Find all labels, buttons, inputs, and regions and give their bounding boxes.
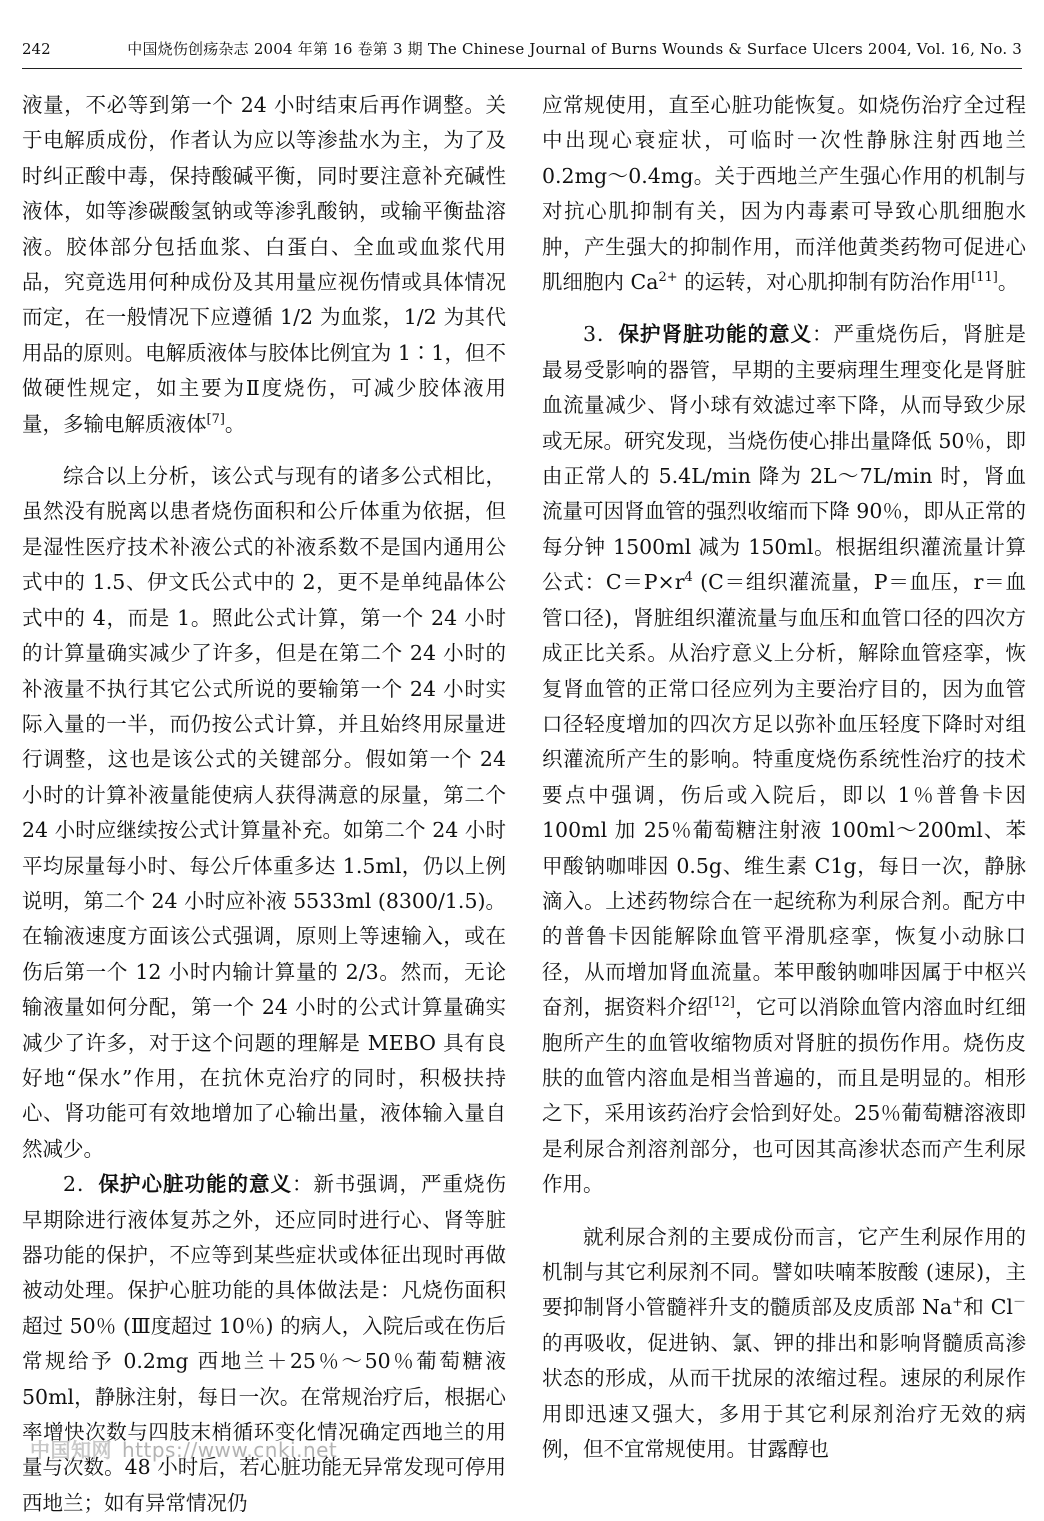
journal-citation: 中国烧伤创疡杂志 2004 年第 16 卷第 3 期 The Chinese Journal of Burns Wounds & Surface Ulcers 2004, Vol. 16, No. 3 bbox=[127, 40, 1022, 58]
section-heart: 2．保护心脏功能的意义：新书强调，严重烧伤早期除进行液体复苏之外，还应同时进行心、肾等脏器功能的保护，不应等到某些症状或体征出现时再做被动处理。保护心脏功能的具体做法是：凡烧伤面积超过 50％ (Ⅲ度超过 10％) 的病人，入院后或在伤后常规给予 0.2mg 西地兰＋25％～50％葡萄糖液 50ml，静脉注射，每日一次。在常规治疗后，根据心率增快次数与四肢末梢循环变化情况确定西地兰的用量与次数。48 小时后，若心脏功能无异常发现可停用西地兰；如有异常情况仍 bbox=[22, 1172, 507, 1515]
paragraph: 应常规使用，直至心脏功能恢复。如烧伤治疗全过程中出现心衰症状，可临时一次性静脉注射西地兰 0.2mg～0.4mg。关于西地兰产生强心作用的机制与对抗心肌抑制有关，因为内毒素可导致心肌细胞水肿，产生强大的抑制作用，而洋他黄类药物可促进心肌细胞内 $Ca^{2+}$ 的运转，对心肌抑制有防治作用[11]。 bbox=[542, 93, 1026, 295]
watermark-url: https://www.cnki.net bbox=[122, 1438, 338, 1462]
paragraph: 综合以上分析，该公式与现有的诸多公式相比，虽然没有脱离以患者烧伤面积和公斤体重为依据，但是湿性医疗技术补液公式的补液系数不是国内通用公式中的 1.5、伊文氏公式中的 2，更不是单纯晶体公式中的 4，而是 1。照此公式计算，第一个 24 小时的计算量确实减少了许多，但是在第二个 24 小时的补液量不执行其它公式所说的要输第一个 24 小时实际入量的一半，而仍按公式计算，并且始终用尿量进行调整，这也是该公式的关键部分。假如第一个 24 小时的计算补液量能使病人获得满意的尿量，第二个 24 小时应继续按公式计算量补充。如第二个 24 小时平均尿量每小时、每公斤体重多达 1.5ml，仍以上例说明，第二个 24 小时应补液 5533ml (8300/1.5)。在输液速度方面该公式强调，原则上等速输入，或在伤后第一个 12 小时内输计算量的 2/3。然而，无论输液量如何分配，第一个 24 小时的公式计算量确实减少了许多，对于这个问题的理解是 MEBO 具有良好地“保水”作用，在抗休克治疗的同时，积极扶持心、肾功能可有效地增加了心输出量，液体输入量自然减少。 bbox=[22, 464, 506, 1161]
citation-ref[interactable]: [12] bbox=[708, 995, 735, 1011]
citation-ref[interactable]: [11] bbox=[971, 270, 998, 286]
paragraph: 液量，不必等到第一个 24 小时结束后再作调整。关于电解质成份，作者认为应以等渗盐水为主，为了及时纠正酸中毒，保持酸碱平衡，同时要注意补充碱性液体，如等渗碳酸氢钠或等渗乳酸钠，或输平衡盐溶液。胶体部分包括血浆、白蛋白、全血或血浆代用品，究竟选用何种成份及其用量应视伤情或具体情况而定，在一般情况下应遵循 1/2 为血浆，1/2 为其代用品的原则。电解质液体与胶体比例宜为 1∶1，但不做硬性规定，如主要为Ⅱ度烧伤，可减少胶体液用量，多输电解质液体[7]。 bbox=[22, 93, 506, 436]
paragraph: 就利尿合剂的主要成份而言，它产生利尿作用的机制与其它利尿剂不同。譬如呋喃苯胺酸 (速尿)，主要抑制肾小管髓袢升支的髓质部及皮质部 Na+和 Cl－ 的再吸收，促进钠、氯、钾的排出和影响肾髓质高渗状态的形成，从而干扰尿的浓缩过程。速尿的利尿作用即迅速又强大，多用于其它利尿剂治疗无效的病例，但不宜常规使用。甘露醇也 bbox=[542, 1224, 1026, 1462]
citation-ref[interactable]: [7] bbox=[206, 411, 225, 427]
running-header bbox=[22, 34, 1022, 69]
cnki-logo: 中国知网 bbox=[30, 1438, 112, 1462]
cnki-watermark bbox=[30, 1434, 337, 1463]
page-number: 242 bbox=[22, 40, 51, 58]
section-heading: 保护心脏功能的意义 bbox=[98, 1172, 293, 1197]
section-kidney: 3．保护肾脏功能的意义：严重烧伤后，肾脏是最易受影响的器管，早期的主要病理生理变化是肾脏血流量减少、肾小球有效滤过率下降，从而导致少尿或无尿。研究发现，当烧伤使心排出量降低 50％，即由正常人的 5.4L/min 降为 2L～7L/min 时，肾血流量可因肾血管的强烈收缩而下降 90％，即从正常的每分钟 1500ml 减为 150ml。根据组织灌流量计算公式：$C=P\times r^4$ (C＝组织灌流量，P＝血压，r＝血管口径)，肾脏组织灌流量与血压和血管口径的四次方成正比关系。从治疗意义上分析，解除血管痉挛，恢复肾血管的正常口径应列为主要治疗目的，因为血管口径轻度增加的四次方足以弥补血压轻度下降时对组织灌流所产生的影响。特重度烧伤系统性治疗的技术要点中强调，伤后或入院后，即以 1％普鲁卡因 100ml 加 25％葡萄糖注射液 100ml～200ml、苯甲酸钠咖啡因 0.5g、维生素 C1g，每日一次，静脉滴入。上述药物综合在一起统称为利尿合剂。配方中的普鲁卡因能解除血管平滑肌痉挛，恢复小动脉口径，从而增加肾血流量。苯甲酸钠咖啡因属于中枢兴奋剂，据资料介绍[12]，它可以消除血管内溶血时红细胞所产生的血管收缩物质对肾脏的损伤作用。烧伤皮肤的血管内溶血是相当普遍的，而且是明显的。相形之下，采用该药治疗会恰到好处。25％葡萄糖溶液即是利尿合剂溶剂部分，也可因其高渗状态而产生利尿作用。 bbox=[542, 322, 1027, 1197]
left-column bbox=[22, 88, 506, 1521]
section-heading: 保护肾脏功能的意义 bbox=[618, 322, 813, 347]
right-column bbox=[542, 88, 1026, 1467]
